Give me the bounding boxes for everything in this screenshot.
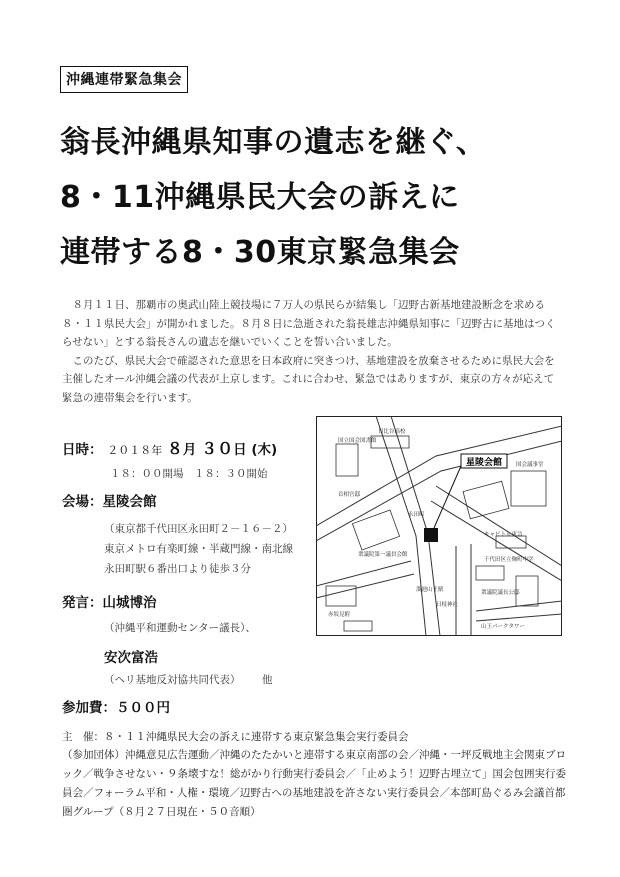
map-label-nagatacho: 永田町 bbox=[408, 512, 425, 518]
date-weekday: (木) bbox=[251, 442, 278, 458]
title-line-2: 8・11沖縄県民大会の訴えに bbox=[60, 180, 460, 215]
participants: （参加団体）沖縄意見広告運動／沖縄のたたかいと連帯する東京南部の会／沖縄・一坪反戦地主会関東ブロック／戦争させない・９条壊すな！総がかり行動実行委員会／「止めよう！辺野古埋立て」国会包囲実行委員会／フォーラム平和・人権・環境／辺野古への基地建設を許さない実行委員会／本部町島ぐるみ会議首都圏グループ（８月２７日現在・５０音順） bbox=[62, 749, 566, 818]
fee: 参加費：５００円 bbox=[62, 700, 170, 716]
speakers-etc: 他 bbox=[262, 674, 273, 686]
date-day: ３０ bbox=[201, 439, 234, 458]
venue-access-exit: 永田町駅６番出口より徒歩３分 bbox=[104, 563, 251, 575]
intro-text bbox=[62, 296, 562, 407]
title-line-1: 翁長沖縄県知事の遺志を継ぐ、 bbox=[60, 125, 487, 160]
speaker-1-role: （沖縄平和運動センター議長）、 bbox=[104, 622, 256, 634]
date-time: １８：００開場 １８：３０開始 bbox=[110, 468, 268, 480]
speaker-1-name: 山城博治 bbox=[102, 595, 157, 611]
map-label-kojimachi: 千代田区立麹町中学 bbox=[484, 557, 534, 563]
access-map bbox=[316, 416, 562, 636]
map-label-sanno-park: 山王パークタワー bbox=[481, 624, 525, 630]
date-month-unit: 月 bbox=[182, 442, 197, 458]
speakers-label: 発言： bbox=[62, 595, 103, 611]
map-label-kantei: 首相官邸 bbox=[338, 492, 361, 498]
speaker-2-role: （ヘリ基地反対協共同代表） bbox=[104, 674, 241, 686]
title-line-3: 連帯する8・30東京緊急集会 bbox=[60, 235, 460, 270]
map-venue-marker bbox=[424, 528, 438, 542]
map-label-diet: 国会議事堂 bbox=[516, 462, 544, 468]
map-label-hie-shrine: 日枝神社 bbox=[436, 602, 459, 608]
intro-paragraph-2: このたび、県民大会で確認された意思を日本政府に突きつけ、基地建設を放棄させるために県民大会を主催したオール沖縄会議の代表が上京します。これに合わせ、緊急ではありますが、東京の方々が応えて緊急の連帯集会を行います。 bbox=[62, 354, 555, 404]
date-label: 日時： bbox=[62, 442, 103, 458]
intro-paragraph-1: ８月１１日、那覇市の奥武山陸上競技場に７万人の県民らが結集し「辺野古新基地建設断念を求める８・１１県民大会」が開かれました。８月８日に急逝された翁長雄志沖縄県知事に「辺野古に基地はつくらせない」とする翁長さんの遺志を継いでいくことを誓い合いました。 bbox=[62, 299, 556, 348]
date-month: ８ bbox=[166, 439, 183, 458]
organizer: 主 催：８・１１沖縄県民大会の訴えに連帯する東京緊急集会実行委員会 bbox=[62, 731, 409, 743]
map-label-member-office: 衆議院第一議員会館 bbox=[358, 552, 408, 558]
venue-address: （東京都千代田区永田町２－１６－２） bbox=[104, 523, 293, 535]
map-label-akasaka: 赤坂見附 bbox=[328, 612, 351, 618]
speaker-2-name: 安次富浩 bbox=[104, 650, 158, 666]
map-label-speaker: 衆議院議長公邸 bbox=[481, 590, 520, 596]
map-venue-label: 星陵会館 bbox=[465, 458, 503, 468]
venue-access-line: 東京メトロ有楽町線・半蔵門線・南北線 bbox=[104, 543, 293, 555]
venue-label: 会場：星陵会館 bbox=[62, 494, 157, 510]
map-label-hibiya-hs: 日比谷高校 bbox=[378, 429, 406, 435]
speakers-line-1 bbox=[62, 591, 157, 611]
map-label-library: 国立国会図書館 bbox=[338, 438, 377, 444]
map-label-capitol: キャピトル東急 bbox=[484, 532, 523, 538]
date-year: ２０１８年 bbox=[107, 444, 163, 457]
date-line bbox=[62, 436, 277, 459]
date-day-unit: 日 bbox=[233, 442, 247, 458]
map-label-tameike: 溜池山王駅 bbox=[416, 587, 444, 593]
event-tag: 沖縄連帯緊急集会 bbox=[60, 66, 188, 93]
